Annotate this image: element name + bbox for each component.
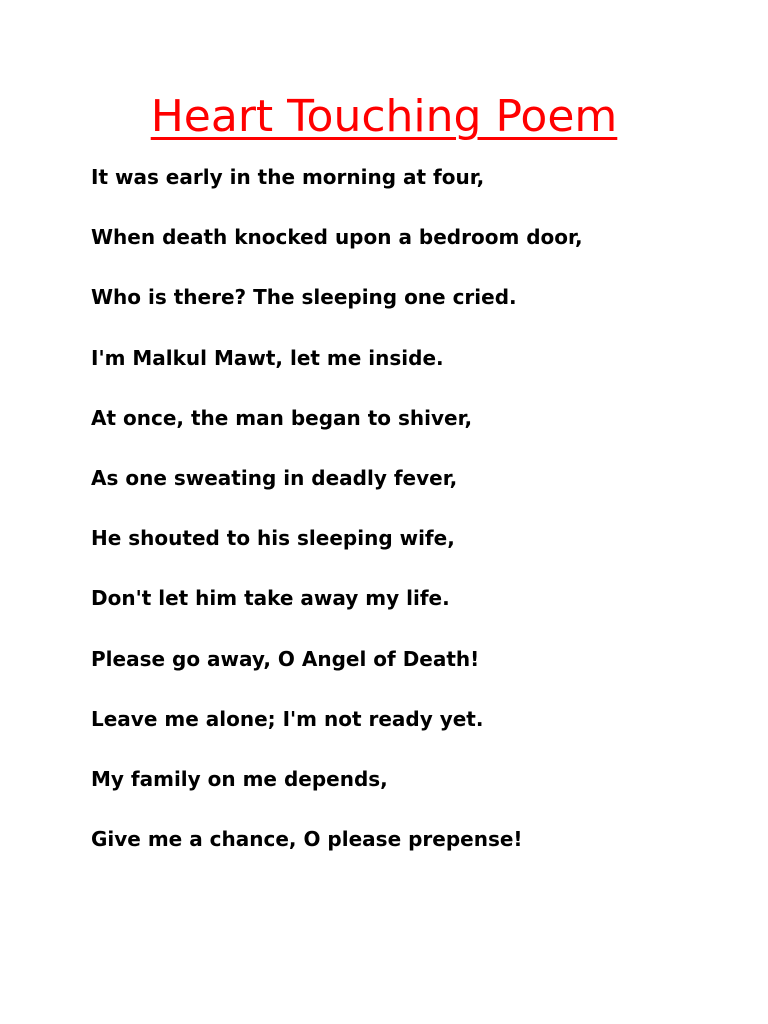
poem-line: Give me a chance, O please prepense! xyxy=(91,827,523,852)
poem-line: When death knocked upon a bedroom door, xyxy=(91,225,583,250)
poem-line: Leave me alone; I'm not ready yet. xyxy=(91,706,484,731)
poem-line: Who is there? The sleeping one cried. xyxy=(91,285,517,310)
poem-line: It was early in the morning at four, xyxy=(91,165,485,189)
poem-line: I'm Malkul Mawt, let me inside. xyxy=(91,345,444,370)
poem-title: Heart Touching Poem xyxy=(150,91,618,142)
poem-line: He shouted to his sleeping wife, xyxy=(91,526,455,551)
poem-line: As one sweating in deadly fever, xyxy=(91,465,458,490)
poem-line: At once, the man began to shiver, xyxy=(91,405,473,430)
poem-line: Please go away, O Angel of Death! xyxy=(91,646,480,671)
poem-line: My family on me depends, xyxy=(91,766,388,791)
poem-lines xyxy=(91,160,731,882)
poem-line: Don't let him take away my life. xyxy=(91,586,450,611)
